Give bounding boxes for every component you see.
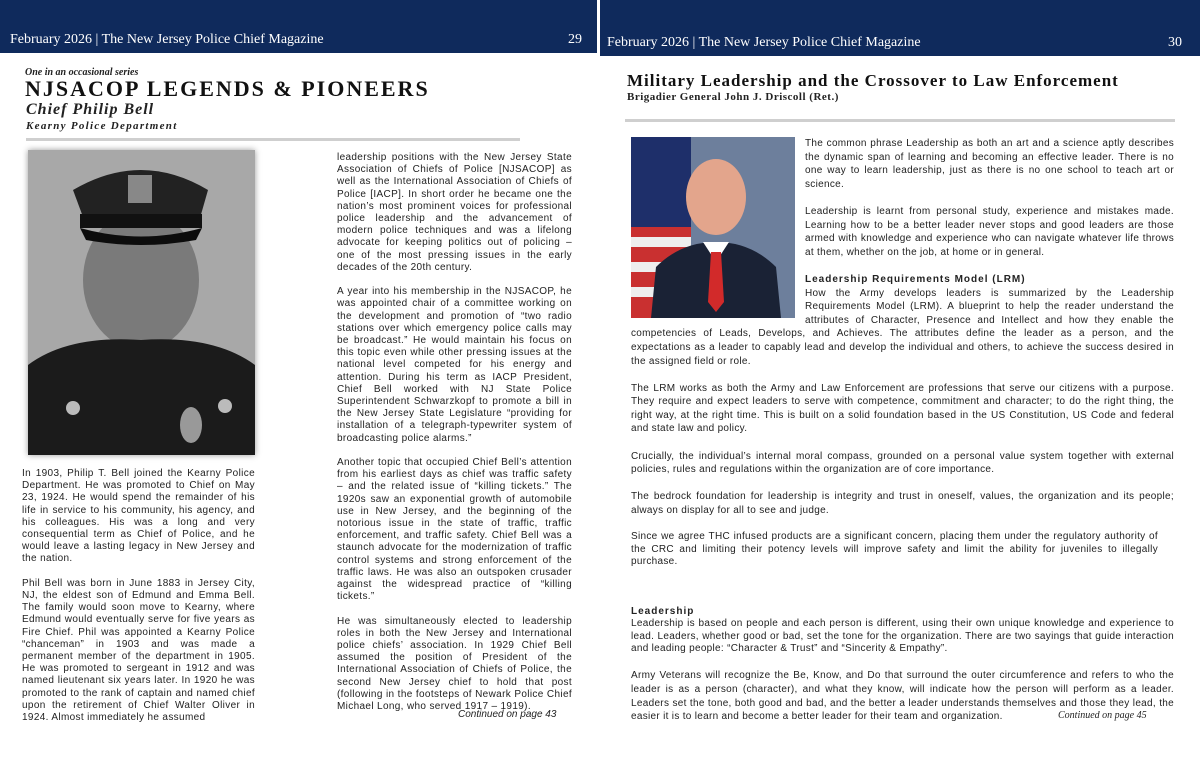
continued-link[interactable]: Continued on page 43 [458,709,557,720]
series-label: One in an occasional series [25,67,139,78]
article-body [631,137,1174,737]
chief-bell-portrait [28,150,255,455]
paragraph: leadership positions with the New Jersey State Association of Chiefs of Police [NJSACOP] as well as the International Association of Chiefs of Police [IACP]. In short order he became one the nation’s most prominent voices for professional police leadership and the advancement of modern police techniques and was a lifelong advocate for keeping politics out of policing – one of the most pressing issues in the early decades of the 20th century. [337,152,572,273]
section-heading-leadership: Leadership [631,605,695,617]
article-title: NJSACOP LEGENDS & PIONEERS [25,76,430,101]
paragraph: The bedrock foundation for leadership is integrity and trust in oneself, values, the organization and its people; always on display for all to see and judge. [631,491,1174,517]
paragraph: Leadership is learnt from personal study, experience and mistakes made. Learning how to be a better leader never stops and good leaders are those armed with knowledge and experience who can navigate whatever life throws at them, whether on the job, at home or in general. [805,205,1174,258]
divider [26,138,520,141]
article-column-2 [337,152,572,725]
paragraph: The common phrase Leadership as both an art and a science aptly describes the dynamic span of learning and becoming an effective leader. There is no one way to learn leadership, just as there is no one school to teach art or science. [805,138,1174,190]
paragraph: He was simultaneously elected to leadership roles in both the New Jersey and International police chiefs’ association. In 1929 Chief Bell assumed the position of President of the International Association of Chiefs of Police, the second New Jersey chief to hold that post (following in the footsteps of Newark Police Chief Michael Long, who served 1917 – 1919). [337,615,572,713]
article-column-1 [22,468,255,736]
paragraph: Phil Bell was born in June 1883 in Jersey City, NJ, the eldest son of Edmund and Emma Bell. The family would soon move to Kearny, where Edmund would eventually serve for five years as Fire Chief. Phil was appointed a Kearny Police “chanceman” in 1903 and was made a permanent member of the department in 1905. He was promoted to sergeant in 1912 and was named lieutenant six years later. In 1920 he was promoted to the rank of captain and named chief upon the retirement of Chief Walter Oliver in 1924. Almost immediately he assumed [22,577,255,724]
general-driscoll-portrait [631,137,795,318]
right-page-header [600,0,1200,56]
paragraph: Leadership is based on people and each person is different, using their own unique knowledge and experience to lead. Leaders, whether good or bad, set the tone for the organization. There are two sayings that guide interaction and leading people: “Character & Trust” and “Sincerity & Empathy”. [631,618,1174,655]
subject-name: Chief Philip Bell [26,101,155,118]
continued-link[interactable]: Continued on page 45 [1058,710,1147,721]
paragraph: Crucially, the individual’s internal moral compass, grounded on a personal value system together with external policies, rules and regulations within the organization are of core importance. [631,450,1174,476]
paragraph: How the Army develops leaders is summarized by the Leadership Requirements Model (LRM). A blueprint to help the reader understand the attributes of Character, Presence and Intellect and how they enable the competencies of Leads, Develops, and Achieves. The attributes define the leader as a person, and the expectations as a leader to capably lead and develop the individual and others, to achieve the success desired in the assigned field or role. [631,287,1174,367]
left-page-header [0,0,597,53]
paragraph: The LRM works as both the Army and Law Enforcement are professions that serve our citizens with a purpose. They require and expect leaders to serve with competence, commitment and character; to do the right thing, the right way, at the right time. This is built on a solid foundation based in the US Constitution, US Code and federal and state law and policy. [631,382,1174,435]
header-title: February 2026 | The New Jersey Police Chief Magazine [607,35,921,50]
paragraph: Since we agree THC infused products are a significant concern, placing them under the regulatory authority of the CRC and limiting their potency levels will improve safety and limit the ability for juveniles to illegally purchase. [631,531,1158,568]
paragraph: Another topic that occupied Chief Bell’s attention from his earliest days as chief was traffic safety – and the related issue of “killing tickets.” The 1920s saw an exponential growth of automobile use in New Jersey, and the beginning of the notorious issue in the state of traffic, traffic enforcement, and traffic safety. Chief Bell was a staunch advocate for the modernization of traffic control systems and strong enforcement of the traffic laws. He was also an outspoken crusader against the widespread practice of “killing tickets.” [337,457,572,603]
department-name: Kearny Police Department [26,120,178,132]
article-title: Military Leadership and the Crossover to Law Enforcement [627,71,1119,90]
divider [625,119,1175,122]
paragraph: In 1903, Philip T. Bell joined the Kearny Police Department. He was promoted to Chief on May 23, 1924. He would spend the remainder of his life in service to his community, his agency, and his colleagues. His was a long and very consequential term as Chief of Police, and he would leave a lasting legacy in New Jersey and the nation. [22,468,255,565]
author-byline: Brigadier General John J. Driscoll (Ret.) [627,91,839,103]
section-heading-lrm: Leadership Requirements Model (LRM) [805,273,1026,285]
page-number: 29 [568,32,582,47]
page-number: 30 [1168,35,1182,50]
paragraph: Army Veterans will recognize the Be, Know, and Do that surround the outer circumference and refers to who the leader is as a person (character), and what they know, will indicate how the person will perform as a leader. Leaders set the tone, both good and bad, and the better a leader understands themselves and those they lead, the easier it is to learn and become a better leader for their team and organization. [631,670,1174,723]
header-title: February 2026 | The New Jersey Police Chief Magazine [10,32,324,47]
paragraph: A year into his membership in the NJSACOP, he was appointed chair of a committee working on the development and promotion of “two radio stations over which emergency police calls may be broadcast.” He would maintain his focus on this topic even while other pressing issues at the national level competed for his energy and attention. During his term as IACP President, Chief Bell worked with NJ State Police Superintendent Schwarzkopf to promote a bill in the New Jersey State Legislature “providing for installation of a telegraph-typewriter system of broadcasting police alarms.” [337,286,572,444]
